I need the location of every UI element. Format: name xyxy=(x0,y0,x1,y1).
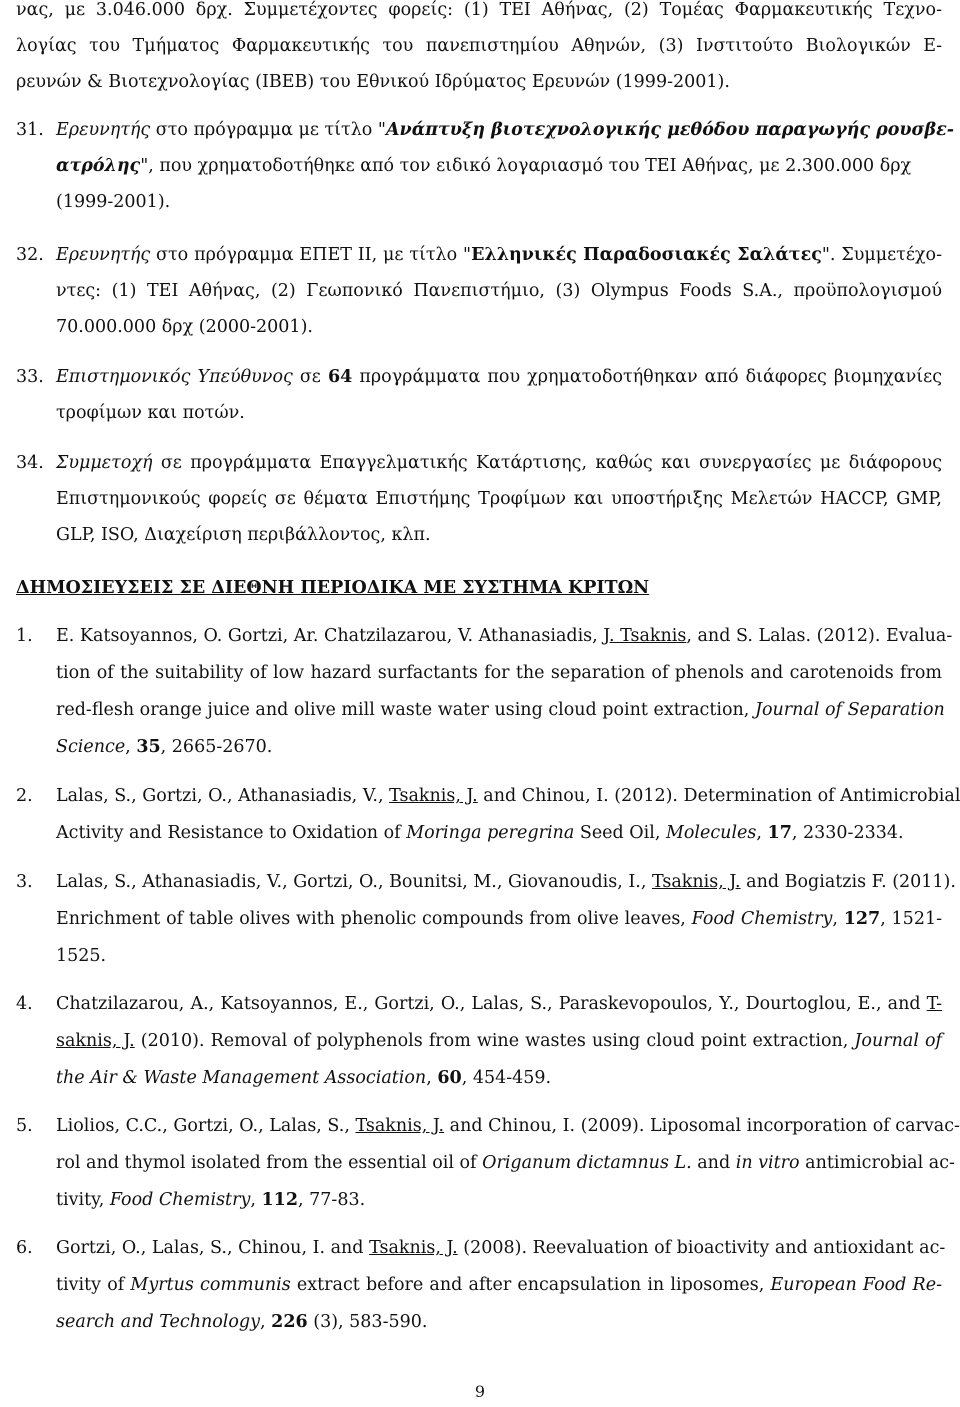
journal-name: Molecules xyxy=(665,823,757,843)
publication-number: 6. xyxy=(16,1238,33,1258)
item-role: Ερευνητής xyxy=(56,245,151,265)
publication-text: and Chinou, I. (2012). Determination of Antimicrobial xyxy=(477,786,960,806)
intro-line: νας, με 3.046.000 δρχ. Συμμετέχοντες φορείς: (1) ΤΕΙ Αθήνας, (2) Τομέας Φαρμακευτικής Τεχνο- xyxy=(16,0,942,20)
publication-text: tivity, xyxy=(56,1190,110,1210)
publication-text: and Chinou, I. (2009). Liposomal incorporation of carvac- xyxy=(444,1116,960,1136)
volume: 35 xyxy=(136,737,161,757)
publication-text: tion of the suitability of low hazard surfactants for the separation of phenols and carotenoids from xyxy=(56,663,942,683)
publication-text: , xyxy=(250,1190,262,1210)
volume: 112 xyxy=(261,1190,299,1210)
item-text: ", που χρηματοδοτήθηκε από τον ειδικό λογαριασμό του ΤΕΙ Αθήνας, με 2.300.000 δρχ xyxy=(140,156,912,176)
species-name: Origanum dictamnus L. xyxy=(482,1153,692,1173)
publication-text: red-flesh orange juice and olive mill waste water using cloud point extraction, xyxy=(56,700,755,720)
publication-text: , 454-459. xyxy=(461,1068,552,1088)
item-number: 33. xyxy=(16,367,44,387)
publication-number: 1. xyxy=(16,626,33,646)
publication-text: in vitro xyxy=(735,1153,800,1173)
highlighted-author: J. Tsaknis xyxy=(603,626,687,646)
intro-line: ρευνών & Βιοτεχνολογίας (ΙΒΕΒ) του Εθνικού Ιδρύματος Ερευνών (1999-2001). xyxy=(16,72,730,92)
publication-text: and Bogiatzis F. (2011). xyxy=(740,872,956,892)
item-number: 31. xyxy=(16,120,44,140)
item-text: σε xyxy=(292,367,328,387)
highlighted-author: Tsaknis, J. xyxy=(355,1116,445,1136)
publication-text: Liolios, C.C., Gortzi, O., Lalas, S., xyxy=(56,1116,356,1136)
item-role: Επιστημονικός Υπεύθυνος xyxy=(56,367,293,387)
intro-line: λογίας του Τμήματος Φαρμακευτικής του πανεπιστημίου Αθηνών, (3) Ινστιτούτο Βιολογικών Ε- xyxy=(16,36,942,56)
item-text: GLP, ISO, Διαχείριση περιβάλλοντος, κλπ. xyxy=(56,525,431,545)
publication-text: Activity and Resistance to Oxidation of xyxy=(56,823,407,843)
publication-text: , xyxy=(125,737,137,757)
journal-name: Science xyxy=(56,737,126,757)
journal-name: the Air & Waste Management Association xyxy=(56,1068,427,1088)
highlighted-author: Tsaknis, J. xyxy=(651,872,741,892)
species-name: Moringa peregrina xyxy=(406,823,575,843)
publication-text: Gortzi, O., Lalas, S., Chinou, I. and xyxy=(56,1238,370,1258)
volume: 127 xyxy=(843,909,881,929)
publication-text: and xyxy=(691,1153,736,1173)
publication-number: 3. xyxy=(16,872,33,892)
publication-text: Chatzilazarou, A., Katsoyannos, E., Gortzi, O., Lalas, S., Paraskevopoulos, Y., Dourtoglou, E., and xyxy=(56,994,927,1014)
journal-name: search and Technology xyxy=(56,1312,261,1332)
item-text: στο πρόγραμμα ΕΠΕΤ ΙΙ, με τίτλο " xyxy=(150,245,472,265)
publication-text: , xyxy=(426,1068,438,1088)
publication-text: E. Katsoyannos, O. Gortzi, Ar. Chatzilazarou, V. Athanasiadis, xyxy=(56,626,604,646)
publication-text: tivity of xyxy=(56,1275,131,1295)
item-text: (1999-2001). xyxy=(56,192,171,212)
publication-text: Enrichment of table olives with phenolic compounds from olive leaves, xyxy=(56,909,692,929)
publication-text: , 2330-2334. xyxy=(791,823,904,843)
publication-text: , and S. Lalas. (2012). Evalua- xyxy=(686,626,953,646)
publication-text: , xyxy=(832,909,844,929)
item-text: στο πρόγραμμα με τίτλο " xyxy=(150,120,386,140)
publication-number: 4. xyxy=(16,994,33,1014)
volume: 60 xyxy=(437,1068,462,1088)
volume: 226 xyxy=(271,1312,308,1332)
publication-text: extract before and after encapsulation in liposomes, xyxy=(290,1275,771,1295)
highlighted-author: T- xyxy=(926,994,942,1014)
page-number: 9 xyxy=(474,1382,486,1401)
item-text: σε προγράμματα Επαγγελματικής Κατάρτισης, καθώς και συνεργασίες με διάφορους xyxy=(152,453,942,473)
publication-number: 2. xyxy=(16,786,33,806)
publication-text: , 77-83. xyxy=(298,1190,366,1210)
highlighted-author: saknis, J. xyxy=(56,1031,135,1051)
section-heading: ΔΗΜΟΣΙΕΥΣΕΙΣ ΣΕ ΔΙΕΘΝΗ ΠΕΡΙΟΔΙΚΑ ΜΕ ΣΥΣΤΗΜΑ ΚΡΙΤΩΝ xyxy=(16,578,650,598)
item-text: προγράμματα που χρηματοδοτήθηκαν από διάφορες βιομηχανίες xyxy=(352,367,942,387)
publication-number: 5. xyxy=(16,1116,33,1136)
publication-text: antimicrobial ac- xyxy=(799,1153,955,1173)
volume: 17 xyxy=(767,823,792,843)
item-text: τροφίμων και ποτών. xyxy=(56,403,245,423)
publication-text: (3), 583-590. xyxy=(307,1312,428,1332)
item-title: Ανάπτυξη βιοτεχνολογικής μεθόδου παραγωγής ρουσβε- xyxy=(385,120,954,140)
item-title: ατρόλης xyxy=(56,156,141,176)
journal-name: Food Chemistry xyxy=(109,1190,251,1210)
publication-text: , 2665-2670. xyxy=(160,737,273,757)
item-role: Ερευνητής xyxy=(56,120,151,140)
item-number: 34. xyxy=(16,453,44,473)
journal-name: Journal of Separation xyxy=(754,700,945,720)
publication-text: rol and thymol isolated from the essential oil of xyxy=(56,1153,483,1173)
item-text: 70.000.000 δρχ (2000-2001). xyxy=(56,317,313,337)
item-text: ". Συμμετέχο- xyxy=(821,245,942,265)
item-number: 32. xyxy=(16,245,44,265)
publication-text: , 1521- xyxy=(880,909,942,929)
journal-name: Food Chemistry xyxy=(691,909,833,929)
publication-text: Lalas, S., Gortzi, O., Athanasiadis, V., xyxy=(56,786,390,806)
publication-text: (2010). Removal of polyphenols from wine wastes using cloud point extraction, xyxy=(134,1031,855,1051)
publication-text: 1525. xyxy=(56,946,107,966)
item-count: 64 xyxy=(327,367,353,387)
item-title: Ελληνικές Παραδοσιακές Σαλάτες xyxy=(471,245,822,265)
journal-name: Journal of xyxy=(854,1031,942,1051)
publication-text: , xyxy=(260,1312,272,1332)
publication-text: , xyxy=(756,823,768,843)
item-text: Επιστημονικούς φορείς σε θέματα Επιστήμης Τροφίμων και υποστήριξης Μελετών HACCP, GMP, xyxy=(56,489,942,509)
species-name: Myrtus communis xyxy=(130,1275,291,1295)
highlighted-author: Tsaknis, J. xyxy=(369,1238,458,1258)
journal-name: European Food Re- xyxy=(770,1275,942,1295)
item-role: Συμμετοχή xyxy=(56,453,153,473)
publication-text: Lalas, S., Athanasiadis, V., Gortzi, O., Bounitsi, M., Giovanoudis, I., xyxy=(56,872,652,892)
publication-text: Seed Oil, xyxy=(574,823,666,843)
publication-text: (2008). Reevaluation of bioactivity and antioxidant ac- xyxy=(457,1238,946,1258)
item-text: ντες: (1) ΤΕΙ Αθήνας, (2) Γεωπονικό Πανεπιστήμιο, (3) Olympus Foods S.A., προϋπολογισμού xyxy=(56,281,942,301)
highlighted-author: Tsaknis, J. xyxy=(389,786,478,806)
